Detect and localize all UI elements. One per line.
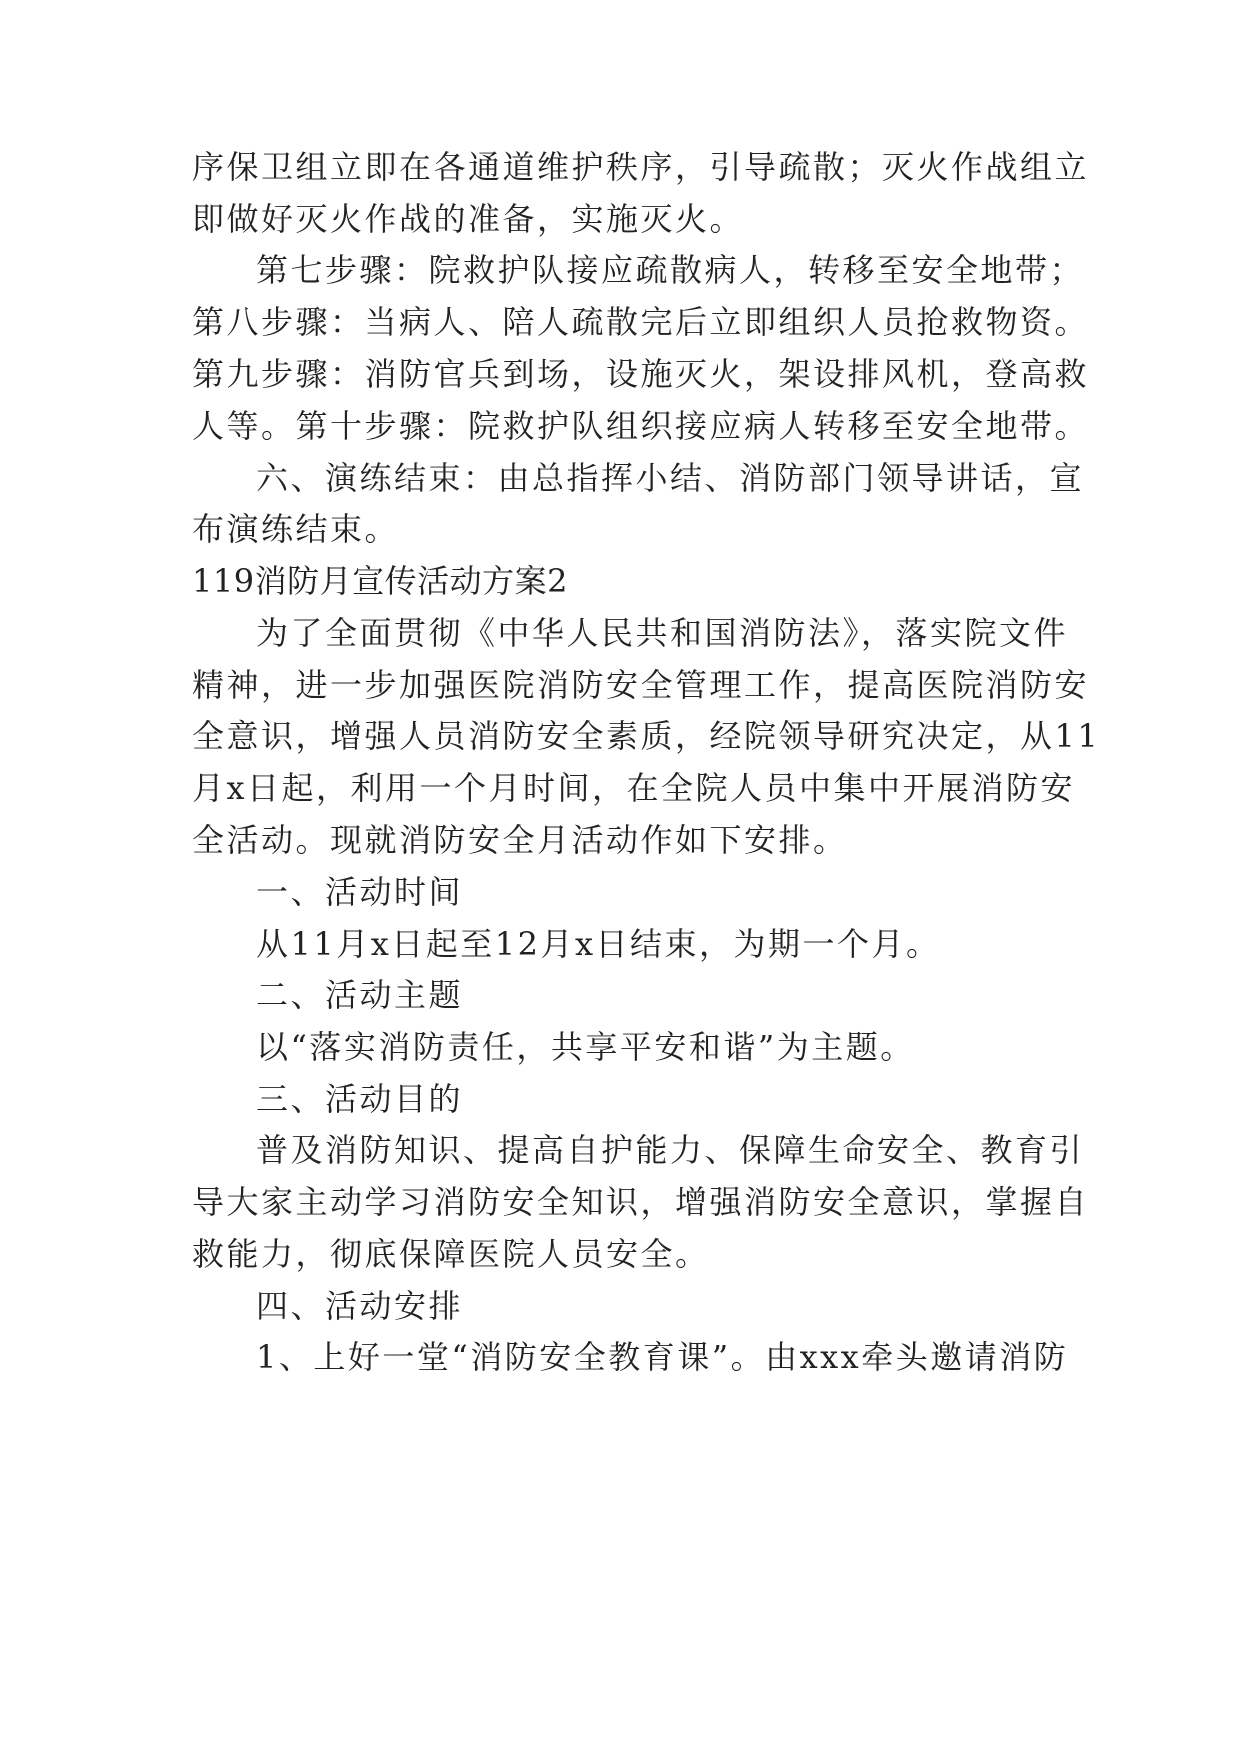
text-line: 从11月x日起至12月x日结束，为期一个月。 bbox=[256, 925, 941, 963]
section-heading: 119消防月宣传活动方案2 bbox=[192, 562, 568, 600]
text-line: 人等。第十步骤：院救护队组织接应病人转移至安全地带。 bbox=[192, 407, 1090, 445]
text-line: 全意识，增强人员消防安全素质，经院领导研究决定，从11 bbox=[192, 717, 1101, 755]
text-line: 第八步骤：当病人、陪人疏散完后立即组织人员抢救物资。 bbox=[192, 303, 1090, 341]
text-line: 第七步骤：院救护队接应疏散病人，转移至安全地带； bbox=[256, 251, 1085, 289]
text-line: 导大家主动学习消防安全知识，增强消防安全意识，掌握自 bbox=[192, 1183, 1090, 1221]
text-line: 以“落实消防责任，共享平安和谐”为主题。 bbox=[256, 1028, 915, 1066]
text-line: 普及消防知识、提高自护能力、保障生命安全、教育引 bbox=[256, 1131, 1085, 1169]
text-line: 精神，进一步加强医院消防安全管理工作，提高医院消防安 bbox=[192, 666, 1090, 704]
subheading: 四、活动安排 bbox=[256, 1287, 464, 1325]
text-line: 第九步骤：消防官兵到场，设施灭火，架设排风机，登高救 bbox=[192, 355, 1090, 393]
text-line: 全活动。现就消防安全月活动作如下安排。 bbox=[192, 821, 848, 859]
text-line: 序保卫组立即在各通道维护秩序，引导疏散；灭火作战组立 bbox=[192, 148, 1090, 186]
text-line: 1、上好一堂“消防安全教育课”。由xxx牵头邀请消防 bbox=[256, 1338, 1069, 1376]
subheading: 二、活动主题 bbox=[256, 976, 464, 1014]
text-line: 月x日起，利用一个月时间，在全院人员中集中开展消防安 bbox=[192, 769, 1076, 807]
text-line: 六、演练结束：由总指挥小结、消防部门领导讲话，宣 bbox=[256, 459, 1085, 497]
subheading: 一、活动时间 bbox=[256, 873, 464, 911]
subheading: 三、活动目的 bbox=[256, 1080, 464, 1118]
text-line: 即做好灭火作战的准备，实施灭火。 bbox=[192, 200, 745, 238]
text-line: 为了全面贯彻《中华人民共和国消防法》，落实院文件 bbox=[256, 614, 1069, 652]
text-line: 布演练结束。 bbox=[192, 510, 400, 548]
text-line: 救能力，彻底保障医院人员安全。 bbox=[192, 1235, 710, 1273]
